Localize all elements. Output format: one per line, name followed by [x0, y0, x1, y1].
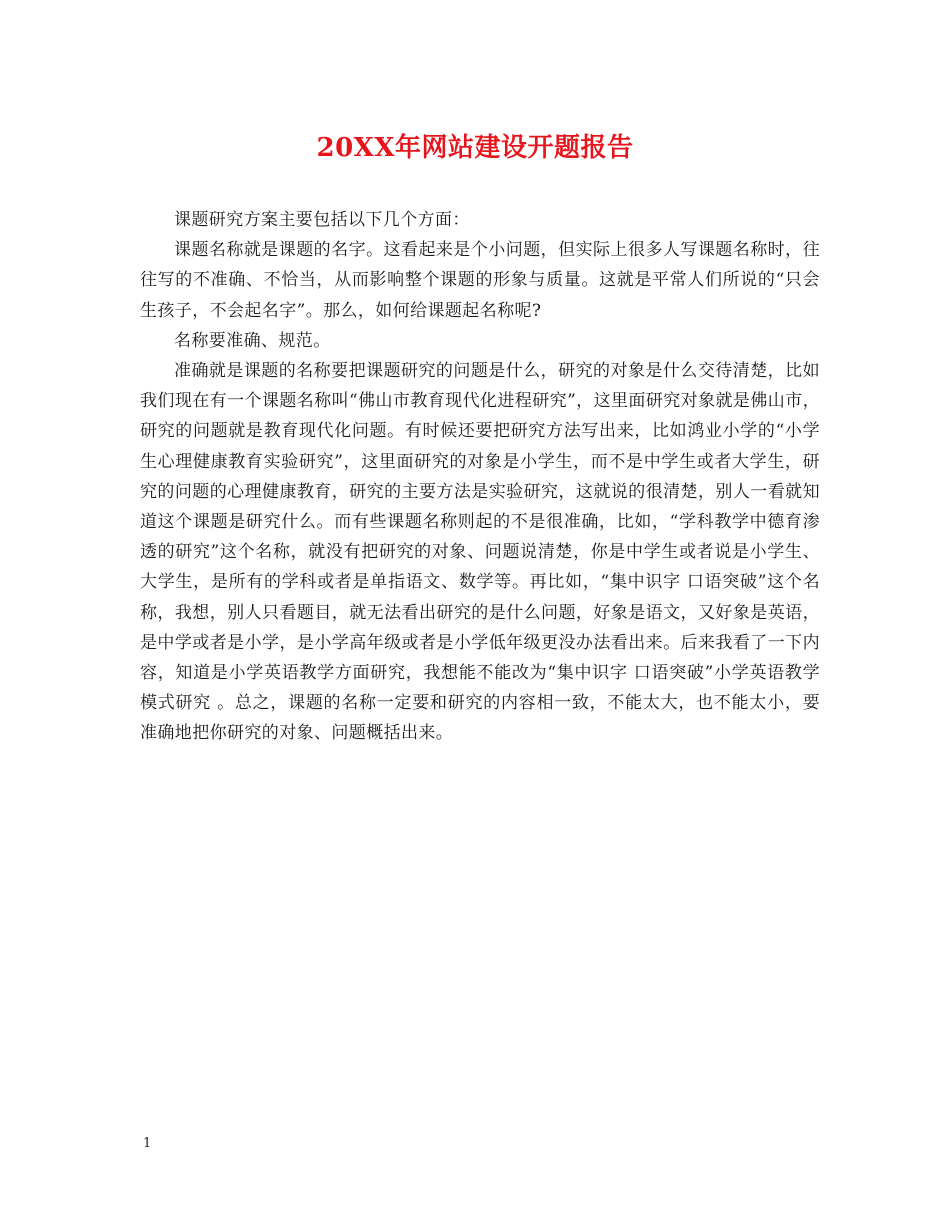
- document-title: 20XX年网站建设开题报告: [316, 133, 634, 163]
- document-body: [140, 205, 820, 749]
- paragraph-topic-name: 课题名称就是课题的名字。这看起来是个小问题，但实际上很多人写课题名称时，往往写的不准确、不恰当，从而影响整个课题的形象与质量。这就是平常人们所说的“只会生孩子，不会起名字”。那么，如何给课题起名称呢?: [140, 240, 820, 321]
- page-number: 1: [143, 1136, 152, 1151]
- paragraph-naming-rule: 名称要准确、规范。: [174, 330, 331, 351]
- paragraph-intro: 课题研究方案主要包括以下几个方面：: [174, 210, 470, 230]
- paragraph-accuracy-explanation: 准确就是课题的名称要把课题研究的问题是什么，研究的对象是什么交待清楚，比如我们现在有一个课题名称叫“佛山市教育现代化进程研究”，这里面研究对象就是佛山市，研究的问题就是教育现代化问题。有时候还要把研究方法写出来，比如鸿业小学的“小学生心理健康教育实验研究”，这里面研究的对象是小学生，而不是中学生或者大学生，研究的问题的心理健康教育，研究的主要方法是实验研究，这就说的很清楚，别人一看就知道这个课题是研究什么。而有些课题名称则起的不是很准确，比如，“学科教学中德育渗透的研究”这个名称，就没有把研究的对象、问题说清楚，你是中学生或者说是小学生、大学生，是所有的学科或者是单指语文、数学等。再比如，“集中识字 口语突破”这个名称，我想，别人只看题目，就无法看出研究的是什么问题，好象是语文，又好象是英语，是中学或者是小学，是小学高年级或者是小学低年级更没办法看出来。后来我看了一下内容，知道是小学英语教学方面研究，我想能不能改为“集中识字 口语突破”小学英语教学模式研究 。总之，课题的名称一定要和研究的内容相一致，不能太大，也不能太小，要准确地把你研究的对象、问题概括出来。: [140, 361, 820, 744]
